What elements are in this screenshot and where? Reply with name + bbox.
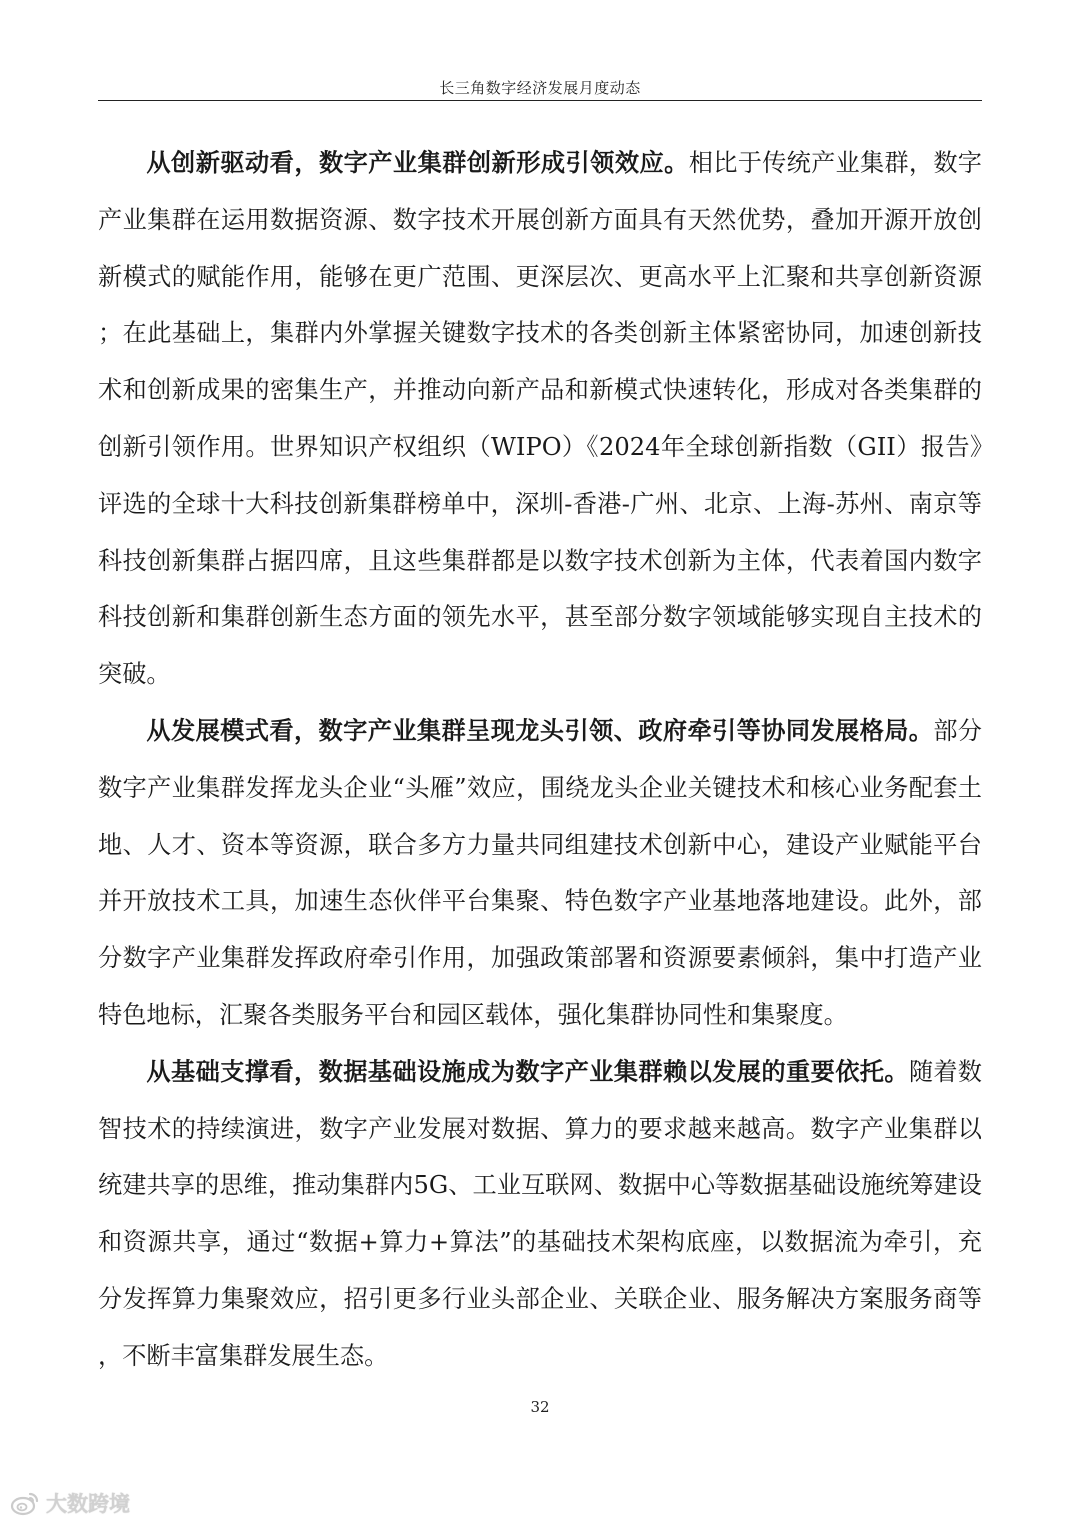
paragraph-text: 随着数智技术的持续演进，数字产业发展对数据、算力的要求越来越高。数字产业集群以统建共享的思维，推动集群内5G、工业互联网、数据中心等数据基础设施统筹建设和资源共享，通过“数据+算力+算法”的基础技术架构底座，以数据流为牵引，充分发挥算力集聚效应，招引更多行业头部企业、关联企业、服务解决方案服务商等，不断丰富集群发展生态。 <box>98 1057 982 1370</box>
page-number: 32 <box>530 1398 550 1416</box>
paragraph-development-model <box>98 703 982 1044</box>
paragraph-lead: 从基础支撑看，数据基础设施成为数字产业集群赖以发展的重要依托。 <box>146 1057 909 1086</box>
paragraph-infrastructure <box>98 1044 982 1385</box>
watermark-text: 大数跨境 <box>46 1492 130 1516</box>
paragraph-lead: 从创新驱动看，数字产业集群创新形成引领效应。 <box>146 149 689 177</box>
paragraph-text: 部分数字产业集群发挥龙头企业“头雁”效应，围绕龙头企业关键技术和核心业务配套土地、人才、资本等资源，联合多方力量共同组建技术创新中心，建设产业赋能平台并开放技术工具，加速生态伙伴平台集聚、特色数字产业基地落地建设。此外，部分数字产业集群发挥政府牵引作用，加强政策部署和资源要素倾斜，集中打造产业特色地标，汇聚各类服务平台和园区载体，强化集群协同性和集聚度。 <box>98 716 982 1029</box>
page-header-title: 长三角数字经济发展月度动态 <box>439 79 641 97</box>
document-body <box>98 135 982 1385</box>
header-divider <box>98 100 982 101</box>
weibo-logo-icon <box>10 1490 40 1516</box>
paragraph-innovation <box>98 135 982 703</box>
paragraph-text: 相比于传统产业集群，数字产业集群在运用数据资源、数字技术开展创新方面具有天然优势，叠加开源开放创新模式的赋能作用，能够在更广范围、更深层次、更高水平上汇聚和共享创新资源；在此基础上，集群内外掌握关键数字技术的各类创新主体紧密协同，加速创新技术和创新成果的密集生产，并推动向新产品和新模式快速转化，形成对各类集群的创新引领作用。世界知识产权组织（WIPO）《2024年全球创新指数（GII）报告》评选的全球十大科技创新集群榜单中，深圳-香港-广州、北京、上海-苏州、南京等科技创新集群占据四席，且这些集群都是以数字技术创新为主体，代表着国内数字科技创新和集群创新生态方面的领先水平，甚至部分数字领域能够实现自主技术的突破。 <box>98 149 982 689</box>
paragraph-lead: 从发展模式看，数字产业集群呈现龙头引领、政府牵引等协同发展格局。 <box>146 716 934 745</box>
watermark <box>10 1487 130 1519</box>
